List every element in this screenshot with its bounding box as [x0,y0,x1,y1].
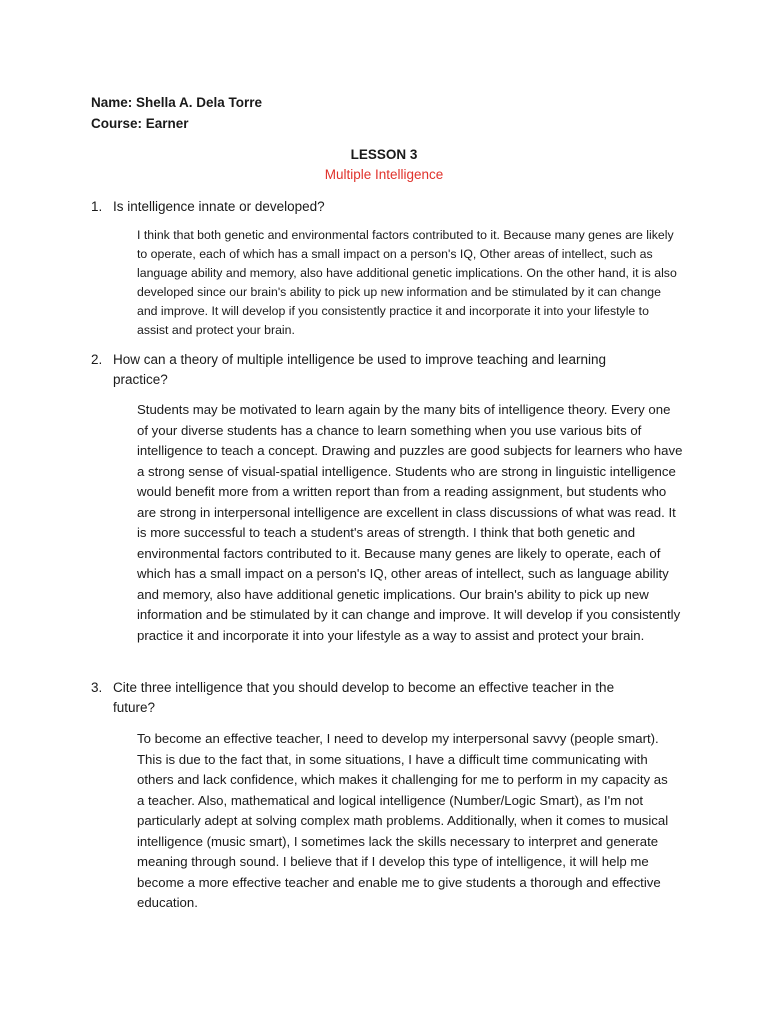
question-1-text: Is intelligence innate or developed? [113,199,325,214]
answer-3: To become an effective teacher, I need to develop my interpersonal savvy (people smart). This is due to the fact that, in some situations, I have a difficult time communicating with others and lack confidence, which makes it challenging for me to perform in my capacity as a teacher. Also, mathematical and logical intelligence (Number/Logic Smart), as I'm not particularly adept at solving complex math problems. Additionally, when it comes to musical intelligence (music smart), I sometimes lack the skills necessary to interpret and generate meaning through sound. I believe that if I develop this type of intelligence, it will help me become a more effective teacher and enable me to give students a thorough and effective education. [137,731,669,910]
lesson-number: LESSON 3 [350,147,418,162]
question-1-number: 1. [91,199,103,214]
answer-2: Students may be motivated to learn again by the many bits of intelligence theory. Every one of your diverse students has a chance to learn something when you use various bits of intelligence to teach a concept. Drawing and puzzles are good subjects for learners who have a strong sense of visual-spatial intelligence. Students who are strong in linguistic intelligence would benefit more from a written report than from a reading assignment, but students who are strong in interpersonal intelligence are excellent in class discussions of what was read. It is more successful to teach a student's areas of strength. I think that both genetic and environmental factors contributed to it. Because many genes are likely to operate, each of which has a small impact on a person's IQ, other areas of intellect, such as language ability and memory, also have additional genetic implications. Our brain's ability to pick up new information and be stimulated by it can change and improve. It will develop if you consistently practice it and incorporate it into your lifestyle as a way to assist and protect your brain. [137,402,683,643]
question-2-text: How can a theory of multiple intelligence be used to improve teaching and learning practice? [113,352,607,387]
student-course: Course: Earner [91,116,189,131]
question-2-number: 2. [91,352,103,367]
student-name: Name: Shella A. Dela Torre [91,95,263,110]
question-1 [91,197,651,217]
answer-1: I think that both genetic and environmental factors contributed to it. Because many genes are likely to operate, each of which has a small impact on a person's IQ, Other areas of intellect, such as language ability and memory, also have additional genetic implications. On the other hand, it is also developed since our brain's ability to pick up new information and be stimulated by it can change and improve. It will develop if you consistently practice it and incorporate it into your lifestyle to assist and protect your brain. [137,228,677,337]
question-3-text: Cite three intelligence that you should develop to become an effective teacher in the future? [113,680,615,715]
lesson-title: Multiple Intelligence [324,167,444,182]
question-3-number: 3. [91,680,103,695]
question-2 [91,350,651,389]
question-3 [91,678,651,717]
